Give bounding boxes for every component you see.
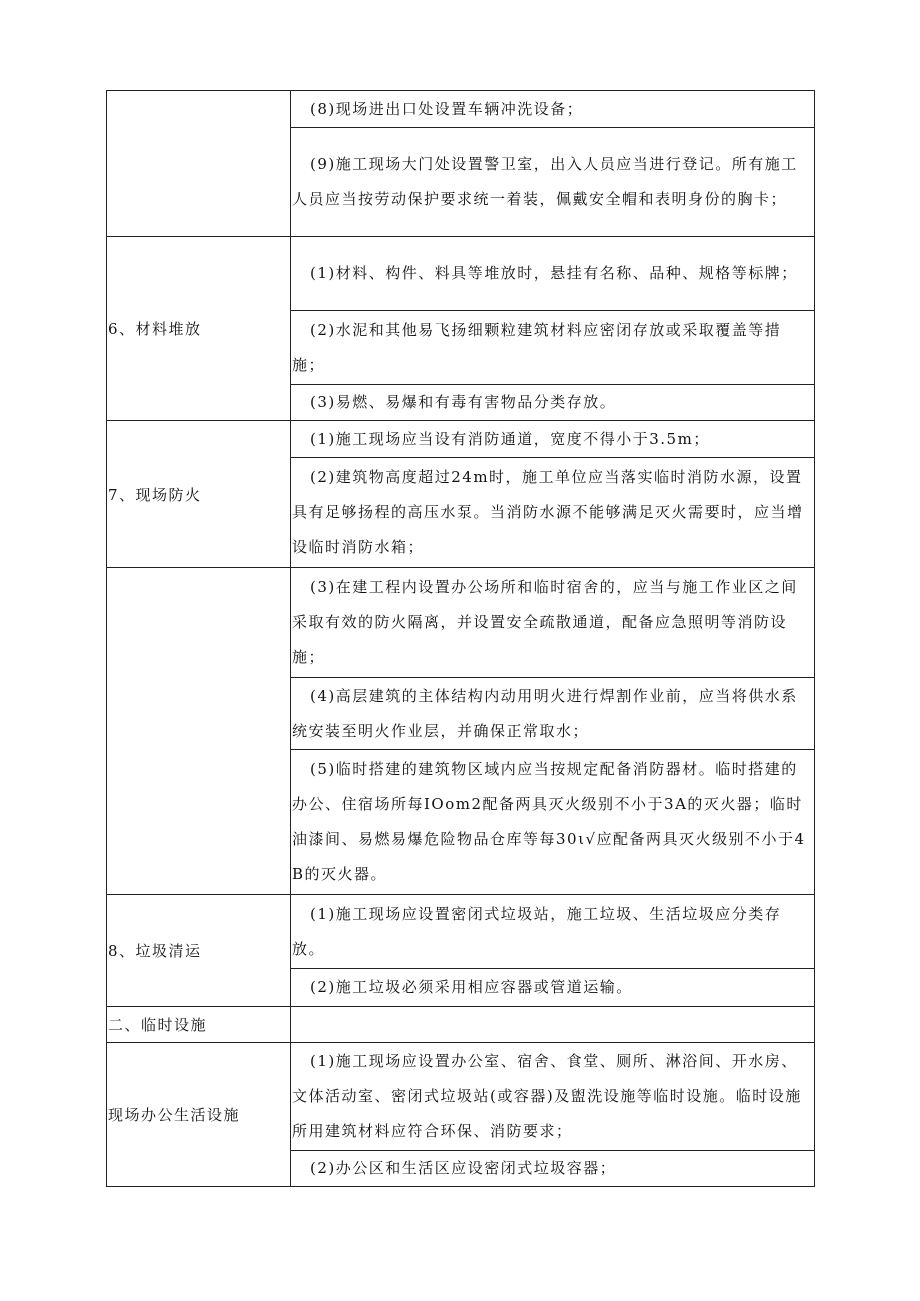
content-text: (3)易燃、易爆和有毒有害物品分类存放。 — [310, 393, 617, 411]
table-row — [107, 1043, 815, 1151]
content-cell — [291, 237, 815, 311]
content-cell — [291, 385, 815, 421]
section-label-garbage: 8、垃圾清运 — [107, 895, 291, 1007]
table-row — [107, 421, 815, 458]
content-cell — [291, 421, 815, 458]
content-text: (2)施工垃圾必须采用相应容器或管道运输。 — [310, 978, 633, 996]
content-text: (5)临时搭建的建筑物区域内应当按规定配备消防器材。临时搭建的办公、住宿场所每IOom2配备两具灭火级别不小于3A的灭火器；临时油漆间、易燃易爆危险物品仓库等每30ι√应配备两具灭火级别不小于4B的灭火器。 — [292, 760, 806, 883]
content-cell — [291, 311, 815, 385]
section-label-fire: 7、现场防火 — [107, 421, 291, 568]
content-cell — [291, 678, 815, 750]
content-cell — [291, 1043, 815, 1151]
table-row — [107, 237, 815, 311]
content-cell — [291, 128, 815, 237]
content-text: (2)办公区和生活区应设密闭式垃圾容器； — [310, 1159, 617, 1177]
content-cell — [291, 895, 815, 969]
content-cell — [291, 1151, 815, 1187]
content-text: (3)在建工程内设置办公场所和临时宿舍的，应当与施工作业区之间采取有效的防火隔离，并设置安全疏散通道，配备应急照明等消防设施； — [292, 578, 798, 666]
content-text: (2)建筑物高度超过24m时，施工单位应当落实临时消防水源，设置具有足够扬程的高压水泵。当消防水源不能够满足灭火需要时，应当增设临时消防水箱； — [292, 468, 804, 556]
section-label-materials: 6、材料堆放 — [107, 237, 291, 421]
section-label-office-living: 现场办公生活设施 — [107, 1043, 291, 1187]
content-cell — [291, 750, 815, 895]
content-text: (2)水泥和其他易飞扬细颗粒建筑材料应密闭存放或采取覆盖等措施； — [292, 320, 782, 374]
content-cell — [291, 969, 815, 1007]
empty-label-cell — [107, 568, 291, 895]
content-text: (4)高层建筑的主体结构内动用明火进行焊割作业前，应当将供水系统安装至明火作业层，并确保正常取水； — [292, 686, 798, 740]
content-cell — [291, 568, 815, 678]
empty-content-cell — [291, 1007, 815, 1043]
table-row — [107, 1007, 815, 1043]
regulation-table — [106, 90, 815, 1187]
table-row — [107, 568, 815, 678]
content-text: (1)施工现场应当设有消防通道，宽度不得小于3.5m； — [310, 429, 710, 448]
content-text: (9)施工现场大门处设置警卫室，出入人员应当进行登记。所有施工人员应当按劳动保护要求统一着装，佩戴安全帽和表明身份的胸卡； — [292, 155, 798, 208]
table-row — [107, 91, 815, 128]
content-text: (1)材料、构件、料具等堆放时，悬挂有名称、品种、规格等标牌； — [310, 264, 798, 282]
content-cell — [291, 91, 815, 128]
content-text: (8)现场进出口处设置车辆冲洗设备； — [310, 99, 584, 118]
content-text: (1)施工现场应设置密闭式垃圾站，施工垃圾、生活垃圾应分类存放。 — [292, 904, 782, 958]
empty-label-cell — [107, 91, 291, 237]
table-row — [107, 895, 815, 969]
section-label-temp-facilities: 二、临时设施 — [107, 1007, 291, 1043]
content-cell — [291, 458, 815, 568]
content-text: (1)施工现场应设置办公室、宿舍、食堂、厕所、淋浴间、开水房、文体活动室、密闭式垃圾站(或容器)及盥洗设施等临时设施。临时设施所用建筑材料应符合环保、消防要求； — [292, 1052, 802, 1140]
